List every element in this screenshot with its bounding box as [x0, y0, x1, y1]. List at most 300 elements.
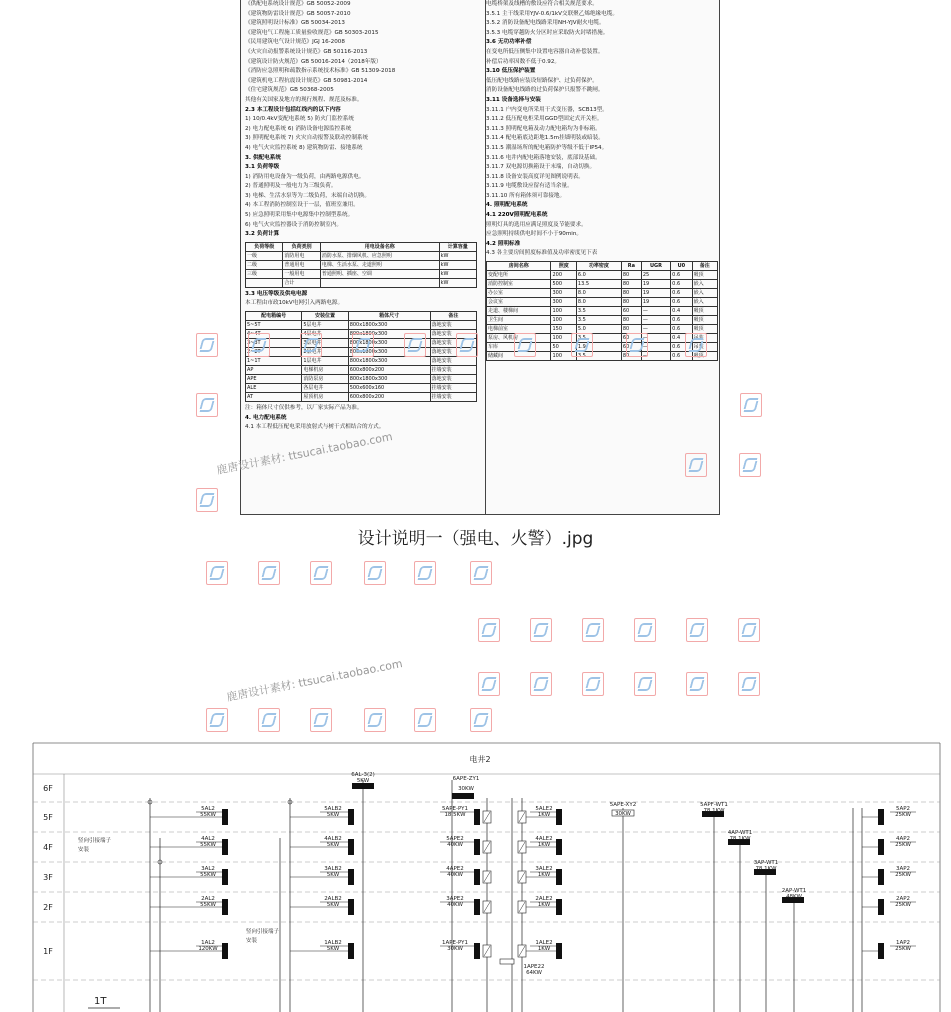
table-cell: 60: [621, 307, 641, 316]
watermark-logo-icon: [571, 333, 593, 357]
table-cell: 5~5T: [246, 321, 302, 330]
table-cell: kW: [439, 260, 476, 269]
table-cell: 落地安装: [430, 357, 476, 366]
table-row: [246, 278, 477, 287]
spec-right-line: 3.5.3 电缆穿越防火分区时应采取防火封堵措施。: [486, 29, 609, 36]
spec-right-line: 3.11 设备选择与安装: [486, 96, 541, 103]
watermark-logo-icon: [258, 708, 280, 732]
table-cell: 80: [621, 271, 641, 280]
table-cell: 0.6: [671, 289, 692, 298]
table-header-cell: 计算容量: [439, 242, 476, 251]
spec-left-line: 2) 普通照明及一般电力为三级负荷。: [245, 183, 337, 190]
watermark-logo-icon: [686, 618, 708, 642]
table-cell: 800x1800x300: [348, 339, 430, 348]
spec-right-line: 电缆桥架及线槽的敷设应符合相关规范要求。: [486, 1, 598, 7]
table-cell: 13.5: [576, 280, 621, 289]
distribution-box: [556, 899, 562, 915]
distribution-box: [474, 943, 480, 959]
box-name: 3APE2: [446, 896, 464, 902]
spec-right-line: 4.1 220V照明配电系统: [486, 212, 548, 219]
distribution-box: [348, 899, 354, 915]
table-cell: 150: [551, 325, 576, 334]
table-cell: 3.5: [576, 307, 621, 316]
table-cell: 车库: [487, 343, 551, 352]
table-cell: 屋顶机房: [302, 393, 348, 402]
watermark-logo-icon: [258, 561, 280, 585]
table-cell: 3.5: [576, 334, 621, 343]
box-capacity: 1KW: [537, 872, 551, 878]
table-cell: AP: [246, 366, 302, 375]
distribution-box: [222, 839, 228, 855]
box-name: 3AL2: [201, 866, 215, 872]
box-capacity: 78.1KW: [703, 808, 725, 814]
spec-left-line: 1) 10/0.4kV变配电系统 5) 防火门监控系统: [245, 116, 354, 123]
table-cell: 卫生间: [487, 316, 551, 325]
table-cell: 2层电井: [302, 348, 348, 357]
table-header-cell: U0: [671, 262, 692, 271]
watermark-logo-icon: [206, 708, 228, 732]
spec-left-line: 《建筑物防雷设计规范》GB 50057-2010: [245, 10, 351, 17]
bottom-label: 1T: [94, 996, 107, 1007]
riser-note: 安装: [78, 847, 90, 853]
box-capacity: 5KW: [326, 872, 340, 878]
table-cell: 800x1800x300: [348, 375, 430, 384]
table-cell: 储藏间: [487, 352, 551, 361]
table-header-cell: UGR: [641, 262, 670, 271]
table-row: [246, 357, 477, 366]
spec-right-line: 低压配电线路应装设短路保护、过负荷保护。: [486, 77, 598, 84]
box-capacity: 55KW: [200, 842, 216, 848]
table-cell: 吸顶: [692, 325, 717, 334]
distribution-box: [474, 809, 480, 825]
watermark-logo-icon: [310, 561, 332, 585]
distribution-box: [878, 943, 884, 959]
box-name: 5APE-XY2: [609, 802, 637, 808]
spec-left-line: 3) 照明配电系统 7) 火灾自动报警及联动控制系统: [245, 135, 369, 142]
table-cell: 1~1T: [246, 357, 302, 366]
table-row: [487, 316, 718, 325]
table-cell: kW: [439, 269, 476, 278]
table-row: [246, 393, 477, 402]
table-row: [246, 251, 477, 260]
box-name: 5AP2: [895, 806, 911, 812]
table-cell: 50: [551, 343, 576, 352]
spec-left-line: 《建筑照明设计标准》GB 50034-2013: [245, 20, 345, 27]
table-row: [246, 321, 477, 330]
table-cell: —: [641, 307, 670, 316]
box-name: 3ALE2: [535, 866, 553, 872]
box-capacity: 5KW: [356, 778, 370, 784]
spec-right-line: 3.11.7 双电源切换箱设于末端，自动切换。: [486, 164, 596, 171]
watermark-logo-icon: [478, 618, 500, 642]
spec-right-line: 3.11.9 电缆敷设应留有适当余量。: [486, 183, 573, 190]
spec-left-line: 3.2 负荷计算: [245, 231, 280, 238]
watermark-logo-icon: [582, 672, 604, 696]
box-name: 2AP2: [895, 896, 911, 902]
box-capacity: 48KW: [786, 894, 802, 900]
table-cell: kW: [439, 251, 476, 260]
shaft-label: 电井2: [469, 755, 491, 764]
table-cell: 100: [551, 316, 576, 325]
watermark-logo-icon: [530, 618, 552, 642]
table-cell: 一级: [246, 251, 283, 260]
table-row: [246, 384, 477, 393]
box-name: 1APE22: [523, 964, 545, 970]
spec-left-line: 《消防应急照明和疏散指示系统技术标准》GB 51309-2018: [245, 68, 396, 75]
distribution-box: [222, 943, 228, 959]
table-cell: 3层电井: [302, 339, 348, 348]
box-capacity: 30KW: [447, 946, 463, 952]
box-capacity: 5KW: [326, 812, 340, 818]
distribution-box: [222, 809, 228, 825]
spec-right-line: 补偿后功率因数不低于0.92。: [486, 58, 560, 65]
box-capacity: 30KW: [615, 811, 631, 817]
spec-left-line: 《民用建筑电气设计规范》JGJ 16-2008: [245, 39, 345, 46]
spec-left-line: 《住宅建筑规范》GB 50368-2005: [245, 87, 334, 94]
table-cell: [320, 278, 439, 287]
table-cell: 19: [641, 280, 670, 289]
table-cell: 吸顶: [692, 316, 717, 325]
table-cell: 落地安装: [430, 375, 476, 384]
table-cell: 80: [621, 280, 641, 289]
watermark-logo-icon: [626, 333, 648, 357]
table-cell: 25: [641, 271, 670, 280]
box-capacity: 120KW: [198, 946, 218, 952]
spec-left-line: 注：箱体尺寸仅供参考，以厂家实际产品为准。: [245, 405, 363, 412]
distribution-box: [878, 839, 884, 855]
box-name: 6AL-3(2): [351, 772, 375, 778]
table-cell: —: [641, 343, 670, 352]
table-cell: 0.6: [671, 325, 692, 334]
table-cell: —: [641, 325, 670, 334]
box-capacity: 1KW: [537, 902, 551, 908]
table-cell: 6.0: [576, 271, 621, 280]
table-row: [487, 280, 718, 289]
spec-right-line: 照明灯具的选用应满足照度及节能要求。: [486, 221, 587, 228]
table-cell: 5层电井: [302, 321, 348, 330]
spec-left-line: 《建筑设计防火规范》GB 50016-2014（2018年版）: [245, 58, 382, 65]
table-cell: 吸顶: [692, 352, 717, 361]
watermark-logo-icon: [414, 708, 436, 732]
watermark-logo-icon: [196, 333, 218, 357]
distribution-box: [222, 869, 228, 885]
distribution-box: [878, 869, 884, 885]
table-cell: 0.6: [671, 298, 692, 307]
riser-note: 竖向引接端子: [78, 838, 112, 844]
watermark-logo-icon: [300, 333, 322, 357]
table-cell: 0.6: [671, 280, 692, 289]
watermark-logo-icon: [248, 333, 270, 357]
box-capacity: 55KW: [200, 812, 216, 818]
table-cell: [246, 278, 283, 287]
table-cell: 消防水泵、排烟风机、应急照明: [320, 251, 439, 260]
table-cell: 300: [551, 289, 576, 298]
table-header-cell: 配电箱编号: [246, 312, 302, 321]
watermark-logo-icon: [196, 393, 218, 417]
table-cell: AT: [246, 393, 302, 402]
box-name: 5APE-PY1: [441, 806, 469, 812]
spec-right-line: 3.11.10 所有箱体须可靠接地。: [486, 192, 566, 199]
spec-right-line: 3.6 无功功率补偿: [486, 39, 532, 46]
watermark-logo-icon: [739, 453, 761, 477]
spec-left-line: 4) 电气火灾监控系统 8) 建筑物防雷、接地系统: [245, 144, 363, 151]
table-cell: 0.6: [671, 316, 692, 325]
table-cell: 落地安装: [430, 330, 476, 339]
table-cell: 4~4T: [246, 330, 302, 339]
watermark-logo-icon: [634, 672, 656, 696]
watermark-logo-icon: [634, 618, 656, 642]
distribution-box: [556, 809, 562, 825]
table-row: [246, 375, 477, 384]
distribution-box: [556, 839, 562, 855]
table-cell: 消防泵房: [302, 375, 348, 384]
table-cell: 0.4: [671, 334, 692, 343]
table-cell: 吊装: [692, 334, 717, 343]
table-header-cell: 安装位置: [302, 312, 348, 321]
floor-label: 4F: [43, 843, 53, 852]
watermark-logo-icon: [478, 672, 500, 696]
table-header-cell: 用电设备名称: [320, 242, 439, 251]
watermark-logo-icon: [685, 453, 707, 477]
table-cell: 二级: [246, 260, 283, 269]
spec-right-line: 3.11.2 低压配电柜采用GGD型固定式开关柜。: [486, 116, 603, 123]
spec-right-line: 3.11.8 设备安装高度详见图例说明表。: [486, 173, 584, 180]
distribution-box: [348, 943, 354, 959]
watermark-logo-icon: [404, 333, 426, 357]
table-cell: 80: [621, 325, 641, 334]
spec-left-line: 1) 消防用电设备为一级负荷，由两路电源供电。: [245, 173, 365, 180]
table-cell: 80: [621, 352, 641, 361]
box-name: 5APF-WT1: [700, 802, 728, 808]
table-cell: kW: [439, 278, 476, 287]
table-cell: 电梯前室: [487, 325, 551, 334]
table-cell: 19: [641, 298, 670, 307]
table-cell: 800x1800x300: [348, 348, 430, 357]
box-name: 4AP-WT1: [727, 830, 753, 836]
spec-right-line: 3.11.1 户内变电所采用干式变压器，SCB13型。: [486, 106, 608, 113]
spec-right-line: 3.11.6 电井内配电箱落地安装，底部设基础。: [486, 154, 601, 161]
box-name: 2ALE2: [535, 896, 553, 902]
spec-right-line: 消防设备配电线路的过负荷保护只报警不跳闸。: [486, 87, 604, 94]
box-name: 5ALB2: [324, 806, 342, 812]
table-cell: 600x800x200: [348, 393, 430, 402]
table-cell: 60: [621, 334, 641, 343]
table-cell: 吸顶: [692, 307, 717, 316]
spec-left-line: 2) 电力配电系统 6) 消防设备电源监控系统: [245, 125, 352, 132]
table-header-cell: 房间名称: [487, 262, 551, 271]
watermark-logo-icon: [206, 561, 228, 585]
table-cell: 挂墙安装: [430, 393, 476, 402]
box-name: 3AP2: [895, 866, 911, 872]
watermark-logo-icon: [738, 672, 760, 696]
watermark-text: 鹿唐设计素材: ttsucai.taobao.com: [225, 657, 404, 704]
distribution-box: [878, 899, 884, 915]
box-name: 2ALB2: [324, 896, 342, 902]
box-name: 4AL2: [201, 836, 215, 842]
box-capacity: 78.1KW: [729, 836, 751, 842]
table-cell: 0.6: [671, 343, 692, 352]
table-cell: 5.0: [576, 325, 621, 334]
spec-left-line: 《供配电系统设计规范》GB 50052-2009: [245, 1, 351, 7]
table-header-cell: 负荷等级: [246, 242, 283, 251]
table-cell: 800x1800x300: [348, 321, 430, 330]
table-cell: 2~2T: [246, 348, 302, 357]
spec-left-line: 《建筑机电工程抗震设计规范》GB 50981-2014: [245, 77, 368, 84]
table-cell: 吸顶: [692, 271, 717, 280]
table-cell: 普通照明、插座、空调: [320, 269, 439, 278]
table-cell: 一般用电: [283, 269, 320, 278]
floor-label: 2F: [43, 903, 53, 912]
spec-right-line: 应急照明持续供电时间不小于90min。: [486, 231, 582, 238]
table-row: [246, 260, 477, 269]
box-capacity: 25KW: [895, 946, 911, 952]
box-capacity: 25KW: [895, 842, 911, 848]
box-name: 2AP-WT1: [781, 888, 807, 894]
table-header-cell: 备注: [692, 262, 717, 271]
table-cell: 普通用电: [283, 260, 320, 269]
table-row: [487, 298, 718, 307]
spec-left-line: 3.1 负荷等级: [245, 164, 280, 171]
box-name: 4APE2: [446, 866, 464, 872]
table-cell: 80: [621, 316, 641, 325]
watermark-logo-icon: [740, 393, 762, 417]
table-cell: 600x800x200: [348, 366, 430, 375]
box-capacity: 25KW: [895, 812, 911, 818]
box-name: 1ALB2: [324, 940, 342, 946]
table-cell: —: [641, 316, 670, 325]
distribution-box: [556, 869, 562, 885]
spec-left-line: 2.3 本工程设计包括红线内的以下内容: [245, 106, 341, 113]
watermark-text: 鹿唐设计素材: ttsucai.taobao.com: [215, 430, 394, 477]
box-capacity: 78.1KW: [755, 866, 777, 872]
table-cell: 3.5: [576, 352, 621, 361]
table-cell: 各层电井: [302, 384, 348, 393]
table-cell: 嵌入: [692, 289, 717, 298]
distribution-box: [348, 809, 354, 825]
box-capacity: 1KW: [537, 842, 551, 848]
table-header-cell: 箱体尺寸: [348, 312, 430, 321]
table-header-cell: Ra: [621, 262, 641, 271]
table-cell: 100: [551, 307, 576, 316]
box-capacity: 64KW: [526, 970, 542, 976]
watermark-logo-icon: [470, 708, 492, 732]
distribution-box: [878, 809, 884, 825]
spec-right-line: 3.11.4 配电箱底边距地1.5m挂墙明装或暗装。: [486, 135, 604, 142]
table-cell: 嵌入: [692, 280, 717, 289]
table-cell: 消防控制室: [487, 280, 551, 289]
floor-label: 1F: [43, 947, 53, 956]
table-cell: 办公室: [487, 289, 551, 298]
spec-left-line: 4. 电力配电系统: [245, 414, 287, 421]
spec-left-line: 4) 本工程消防控制室设于一层，值班室兼用。: [245, 202, 359, 209]
table-cell: 1层电井: [302, 357, 348, 366]
floor-label: 6F: [43, 784, 53, 793]
box-capacity: 5KW: [326, 946, 340, 952]
distribution-box: [474, 869, 480, 885]
distribution-box: [348, 869, 354, 885]
box-capacity: 25KW: [895, 902, 911, 908]
table-header-cell: 功率密度: [576, 262, 621, 271]
table-cell: 三级: [246, 269, 283, 278]
table-cell: 0.6: [671, 271, 692, 280]
table-cell: —: [641, 334, 670, 343]
riser-note: 安装: [246, 938, 258, 944]
box-name: 6APE-ZY1: [452, 776, 480, 782]
distribution-box: [474, 899, 480, 915]
table-cell: 500: [551, 280, 576, 289]
spec-right-line: 3.10 低压保护装置: [486, 68, 536, 75]
table-cell: ALE: [246, 384, 302, 393]
table-cell: 800x1800x300: [348, 357, 430, 366]
table-header-cell: 照度: [551, 262, 576, 271]
spec-right-line: 4.2 照明标准: [486, 240, 521, 247]
table-cell: 会议室: [487, 298, 551, 307]
distribution-box: [556, 943, 562, 959]
spec-left-line: 《火灾自动报警系统设计规范》GB 50116-2013: [245, 48, 368, 55]
table-header-cell: 负荷类别: [283, 242, 320, 251]
table-cell: 19: [641, 289, 670, 298]
table-cell: 落地安装: [430, 321, 476, 330]
box-capacity: 55KW: [200, 872, 216, 878]
table-cell: 80: [621, 289, 641, 298]
watermark-logo-icon: [514, 333, 536, 357]
spec-left-line: 3. 供配电系统: [245, 154, 281, 161]
spec-right-line: 3.5.2 消防设备配电线路采用NH-YJV耐火电缆。: [486, 20, 605, 27]
table-cell: —: [641, 352, 670, 361]
distribution-box: [348, 839, 354, 855]
distribution-box: [452, 793, 474, 799]
box-name: 3AP-WT1: [753, 860, 779, 866]
table-cell: 3~3T: [246, 339, 302, 348]
table-cell: 80: [621, 298, 641, 307]
table-header-cell: 备注: [430, 312, 476, 321]
watermark-logo-icon: [685, 333, 707, 357]
table-cell: 合计: [283, 278, 320, 287]
table-cell: 0.4: [671, 307, 692, 316]
table-cell: 嵌入: [692, 298, 717, 307]
spec-right-line: 3.11.3 照明配电箱及动力配电箱均为非标箱。: [486, 125, 601, 132]
watermark-logo-icon: [686, 672, 708, 696]
table-cell: 电梯、生活水泵、走道照明: [320, 260, 439, 269]
distribution-box: [474, 839, 480, 855]
box-name: 5APE2: [446, 836, 464, 842]
bus-symbol: [500, 959, 514, 964]
floor-label: 3F: [43, 873, 53, 882]
riser-diagram: [0, 738, 951, 1012]
table-row: [246, 269, 477, 278]
box-capacity: 40KW: [447, 872, 463, 878]
table-cell: 落地安装: [430, 339, 476, 348]
spec-left-line: 6) 电气火灾监控器设于消防控制室内。: [245, 221, 343, 228]
box-name: 5AL2: [201, 806, 215, 812]
spec-left-line: 3) 电梯、生活水泵等为二级负荷，末端自动切换。: [245, 192, 370, 199]
table-cell: 800x1800x300: [348, 330, 430, 339]
watermark-logo-icon: [352, 333, 374, 357]
table-cell: 吊装: [692, 343, 717, 352]
watermark-logo-icon: [582, 618, 604, 642]
box-name: 1AL2: [201, 940, 215, 946]
table-cell: 8.0: [576, 289, 621, 298]
table-cell: 变配电所: [487, 271, 551, 280]
box-capacity: 5KW: [326, 842, 340, 848]
box-capacity: 18.5KW: [444, 812, 466, 818]
box-name: 3ALB2: [324, 866, 342, 872]
table-cell: 500x600x160: [348, 384, 430, 393]
watermark-logo-icon: [364, 561, 386, 585]
box-capacity: 40KW: [447, 902, 463, 908]
box-name: 4ALE2: [535, 836, 553, 842]
table-cell: 走道、楼梯间: [487, 307, 551, 316]
